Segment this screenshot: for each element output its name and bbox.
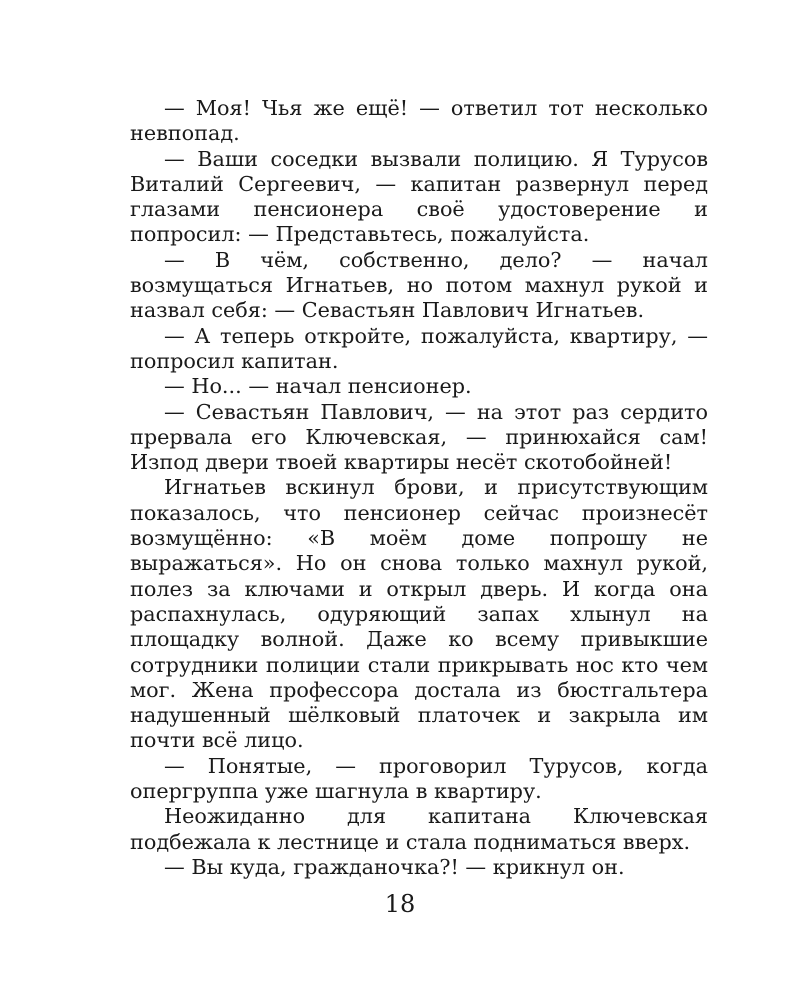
body-text: [130, 96, 708, 880]
paragraph-5: — Но... — начал пенсионер.: [164, 374, 472, 399]
paragraph-4: — А теперь откройте, пожалуйста, квартиру, — попросил капитан.: [130, 323, 708, 373]
paragraph-9: Неожиданно для капитана Ключевская подбежала к лестнице и стала подниматься вверх.: [130, 804, 708, 854]
paragraph-7: Игнатьев вскинул брови, и присутствующим показалось, что пенсионер сейчас произнесёт возмущённо: «В моём доме попрошу не выражаться». Но он снова только махнул рукой, полез за ключами и открыл дверь. И когда она распахнулась, одуряющий запах хлынул на площадку волной. Даже ко всему привыкшие сотрудники полиции стали прикрывать нос кто чем мог. Жена профессора достала из бюстгальтера надушенный шёлковый платочек и закрыла им почти всё лицо.: [130, 475, 708, 753]
page-number: 18: [384, 890, 416, 918]
paragraph-3: — В чём, собственно, дело? — начал возмущаться Игнатьев, но потом махнул рукой и назвал себя: — Севастьян Павлович Игнатьев.: [130, 247, 708, 323]
paragraph-2: — Ваши соседки вызвали полицию. Я Турусов Виталий Сергеевич, — капитан развернул перед глазами пенсионера своё удостоверение и попросил: — Представьтесь, пожалуйста.: [130, 146, 708, 247]
paragraph-10: — Вы куда, гражданочка?! — крикнул он.: [164, 854, 625, 879]
paragraph-8: — Понятые, — проговорил Турусов, когда опергруппа уже шагнула в квартиру.: [130, 753, 708, 804]
paragraph-1: — Моя! Чья же ещё! — ответил тот несколько невпопад.: [130, 96, 708, 146]
paragraph-6: — Севастьян Павлович, — на этот раз сердито прервала его Ключевская, — принюхайся сам! Изпод двери твоей квартиры несёт скотобойней!: [130, 399, 708, 475]
